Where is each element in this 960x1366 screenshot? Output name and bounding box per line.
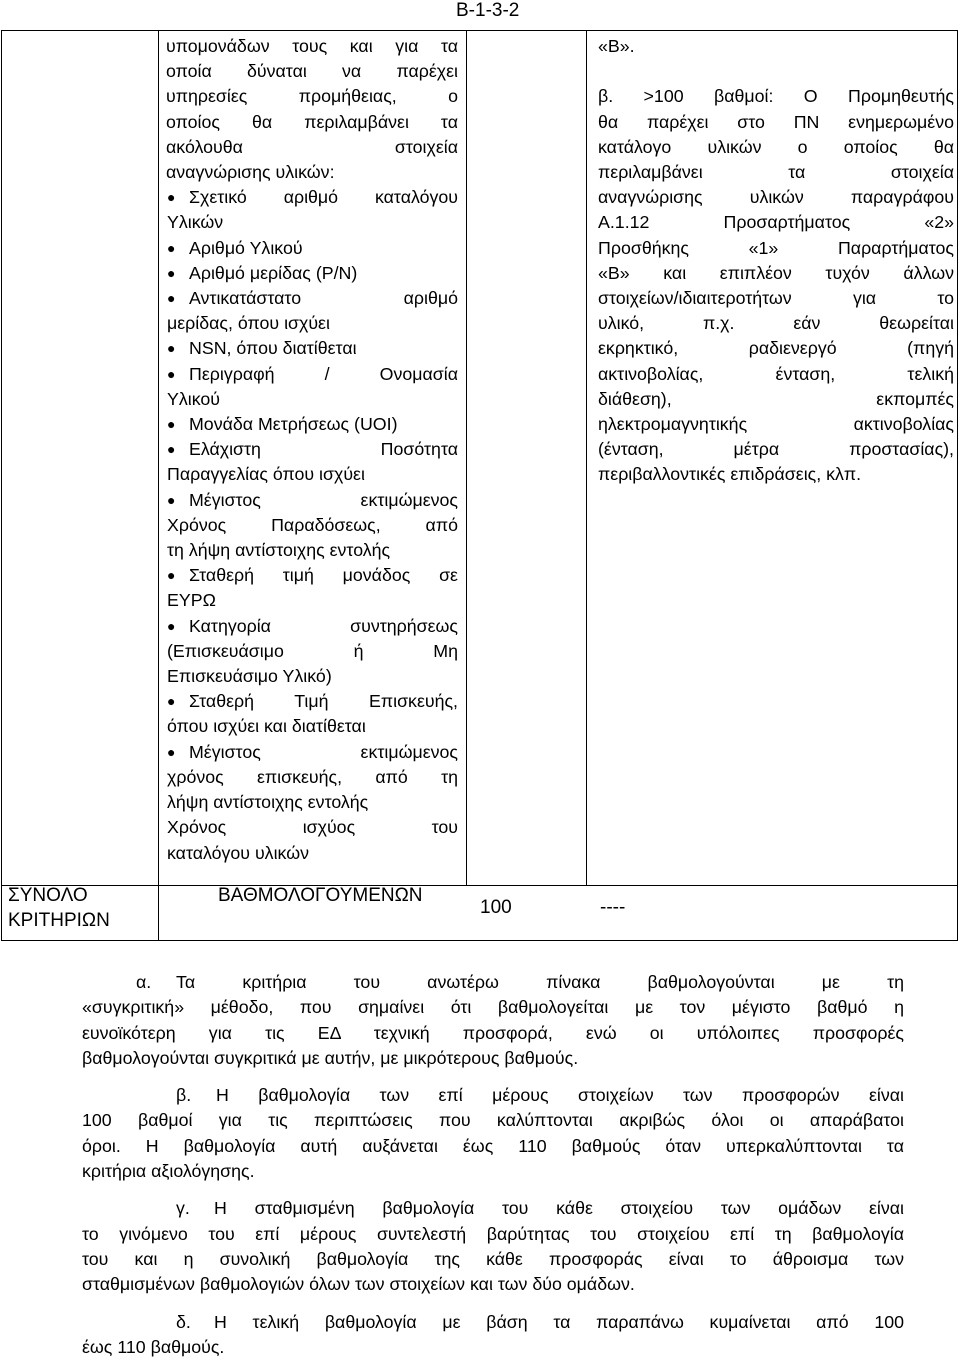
list-item-line: Χρόνος Παραδόσεως, από <box>167 514 458 535</box>
col3-line: ακτινοβολίας, ένταση, τελική <box>598 363 954 384</box>
col3-line: (ένταση, μέτρα προστασίας), <box>598 439 954 460</box>
scoring-description-column <box>598 34 954 488</box>
note-marker: γ. <box>176 1198 190 1219</box>
total-middle-label: ΒΑΘΜΟΛΟΓΟΥΜΕΝΩΝ <box>218 885 423 906</box>
list-item-line: Σχετικό αριθμό καταλόγου <box>189 187 458 208</box>
list-item <box>166 261 458 286</box>
note-line: όροι. Η βαθμολογία αυτή αυξάνεται έως 110 βαθμούς όταν υπερκαλύπτονται τα <box>82 1135 904 1156</box>
col3-line: αναγνώρισης υλικών παραγράφου <box>598 187 954 208</box>
note-text: Τα κριτήρια του ανωτέρω πίνακα βαθμολογούνται με τη <box>176 972 904 992</box>
list-item-line: Κατηγορία συντηρήσεως <box>189 615 458 636</box>
bullet-icon: ● <box>167 365 176 382</box>
note-line: του και η συνολική βαθμολογία της κάθε προσφοράς είναι το άθροισμα των <box>82 1248 904 1269</box>
bullet-icon: ● <box>167 189 176 206</box>
bullet-icon: ● <box>167 567 176 584</box>
list-item-line: όπου ισχύει και διατίθεται <box>167 716 366 737</box>
list-item-line: Περιγραφή / Ονομασία <box>189 363 458 384</box>
bullet-icon: ● <box>167 693 176 710</box>
list-item-line: ΕΥΡΩ <box>167 590 216 611</box>
col3-line: θα παρέχει στο ΠΝ ενημερωμένο <box>598 111 954 132</box>
bullet-icon: ● <box>167 617 176 634</box>
col3-line: «Β». <box>598 36 635 56</box>
list-item <box>166 488 458 564</box>
total-dash: ---- <box>600 897 626 918</box>
notes-section <box>82 970 904 1360</box>
total-label <box>8 883 110 933</box>
bullet-icon: ● <box>167 491 176 508</box>
list-item <box>166 412 458 437</box>
col3-line: στοιχείων/ιδιαιτεροτήτων για το <box>598 288 954 309</box>
col3-line: περιλαμβάνει τα στοιχεία <box>598 162 954 183</box>
bullet-icon: ● <box>167 264 176 281</box>
list-item-line: καταλόγου υλικών <box>167 842 309 863</box>
list-item-line: χρόνος επισκευής, από τη <box>167 766 458 787</box>
table-border-right <box>957 30 958 940</box>
note-line <box>82 1083 904 1108</box>
col3-line: β. >100 βαθμοί: Ο Προμηθευτής <box>598 86 954 107</box>
note-marker: δ. <box>176 1311 191 1332</box>
list-item-line: Μονάδα Μετρήσεως (UOI) <box>189 414 398 435</box>
col3-line: κατάλογο υλικών ο οποίος θα <box>598 136 954 157</box>
list-item <box>166 563 458 613</box>
list-item <box>166 362 458 412</box>
note-line: 100 βαθμοί για τις περιπτώσεις που καλύπτονται ακριβώς όλοι οι απαράβατοι <box>82 1110 904 1131</box>
note-text: Η τελική βαθμολογία με βάση τα παραπάνω κυμαίνεται από 100 <box>214 1311 904 1332</box>
list-item-line: Χρόνος ισχύος του <box>167 817 458 838</box>
note-paragraph-d <box>82 1310 904 1361</box>
list-item <box>166 185 458 235</box>
total-label-line: ΚΡΙΤΗΡΙΩΝ <box>8 910 110 931</box>
note-line: ευνοϊκότερη για τις ΕΔ τεχνική προσφορά, ενώ οι υπόλοιπες προσφορές <box>82 1022 904 1043</box>
note-line: «συγκριτική» μέθοδο, που σημαίνει ότι βαθμολογείται με τον μέγιστο βαθμό η <box>82 997 904 1018</box>
list-item-line: Αντικατάστατο αριθμό <box>189 288 458 309</box>
list-item <box>166 740 458 866</box>
note-text: Η βαθμολογία των επί μέρους στοιχείων των προσφορών είναι <box>216 1085 904 1106</box>
note-line: σταθμισμένων βαθμολογιών όλων των στοιχείων και των δύο ομάδων. <box>82 1274 635 1295</box>
note-text: Η σταθμισμένη βαθμολογία του κάθε στοιχείου των ομάδων είναι <box>214 1198 904 1219</box>
table-border-top <box>1 30 958 31</box>
list-item-line: Σταθερή Τιμή Επισκευής, <box>189 691 458 712</box>
note-line: βαθμολογούνται συγκριτικά με αυτήν, με μικρότερους βαθμούς. <box>82 1047 579 1068</box>
note-line: το γινόμενο του επί μέρους συντελεστή βαρύτητας του στοιχείου επί τη βαθμολογία <box>82 1223 904 1244</box>
list-item <box>166 336 458 361</box>
note-marker: α. <box>136 972 152 992</box>
list-item-line: Μέγιστος εκτιμώμενος <box>189 489 458 510</box>
table-border-divider-2 <box>466 30 467 886</box>
note-line: έως 110 βαθμούς. <box>82 1336 225 1357</box>
note-paragraph-c <box>82 1196 904 1297</box>
intro-line: οποία δύναται να παρέχει <box>166 61 458 82</box>
table-border-divider-3 <box>586 30 587 886</box>
table-border-bottom <box>1 940 958 941</box>
list-item-line: NSN, όπου διατίθεται <box>189 338 357 359</box>
criteria-description-column <box>166 34 458 866</box>
intro-line: οποίος θα περιλαμβάνει τα <box>166 111 458 132</box>
intro-line: υπηρεσίες προμήθειας, ο <box>166 86 458 107</box>
intro-line: ακόλουθα στοιχεία <box>166 136 458 157</box>
list-item-line: Μέγιστος εκτιμώμενος <box>189 741 458 762</box>
col3-line: «Β» και επιπλέον τυχόν άλλων <box>598 262 954 283</box>
intro-line: αναγνώρισης υλικών: <box>166 162 335 183</box>
col3-line: εκρηκτικό, ραδιενεργό (πηγή <box>598 338 954 359</box>
intro-paragraph <box>166 34 458 185</box>
intro-line: υπομονάδων τους και για τα <box>166 36 458 56</box>
note-paragraph-a <box>82 970 904 1071</box>
table-border-divider-1 <box>158 30 159 940</box>
list-item-line: μερίδας, όπου ισχύει <box>167 313 330 334</box>
note-line <box>82 1196 904 1221</box>
list-item <box>166 286 458 336</box>
list-item-line: Υλικών <box>167 212 224 233</box>
col3-line: Προσθήκης «1» Παραρτήματος <box>598 237 954 258</box>
col3-line: υλικό, π.χ. εάν θεωρείται <box>598 313 954 334</box>
list-item-line: Παραγγελίας όπου ισχύει <box>167 464 365 485</box>
note-line <box>82 970 904 995</box>
col3-line: περιβαλλοντικές επιδράσεις, κλπ. <box>598 464 862 485</box>
list-item-line: Σταθερή τιμή μονάδος σε <box>189 565 458 586</box>
col3-spacer <box>598 59 954 84</box>
bullet-icon: ● <box>167 239 176 256</box>
list-item-line: Ελάχιστη Ποσότητα <box>189 439 458 460</box>
table-border-total-top <box>1 885 958 886</box>
list-item-line: Αριθμό μερίδας (P/N) <box>189 262 358 283</box>
note-paragraph-b <box>82 1083 904 1184</box>
list-item-line: Αριθμό Υλικού <box>189 237 303 258</box>
note-line: κριτήρια αξιολόγησης. <box>82 1161 255 1182</box>
list-item <box>166 614 458 690</box>
page-code: B-1-3-2 <box>456 0 520 21</box>
note-line <box>82 1310 904 1335</box>
list-item <box>166 689 458 739</box>
col3-line: ηλεκτρομαγνητικής ακτινοβολίας <box>598 414 954 435</box>
list-item-line: (Επισκευάσιμο ή Μη <box>167 640 458 661</box>
list-item <box>166 236 458 261</box>
list-item-line: Επισκευάσιμο Υλικό) <box>167 666 332 687</box>
list-item-line: λήψη αντίστοιχης εντολής <box>167 792 369 813</box>
bullet-icon: ● <box>167 340 176 357</box>
total-label-line: ΣΥΝΟΛΟ <box>8 885 88 906</box>
col3-line: διάθεση), εκπομπές <box>598 388 954 409</box>
total-score: 100 <box>480 897 512 918</box>
col3-line: Α.1.12 Προσαρτήματος «2» <box>598 212 954 233</box>
list-item <box>166 437 458 487</box>
bullet-icon: ● <box>167 743 176 760</box>
list-item-line: τη λήψη αντίστοιχης εντολής <box>167 540 391 561</box>
table-border-left <box>1 30 2 940</box>
bullet-icon: ● <box>167 441 176 458</box>
list-item-line: Υλικού <box>167 388 220 409</box>
bullet-icon: ● <box>167 416 176 433</box>
note-marker: β. <box>176 1085 192 1106</box>
bullet-icon: ● <box>167 290 176 307</box>
